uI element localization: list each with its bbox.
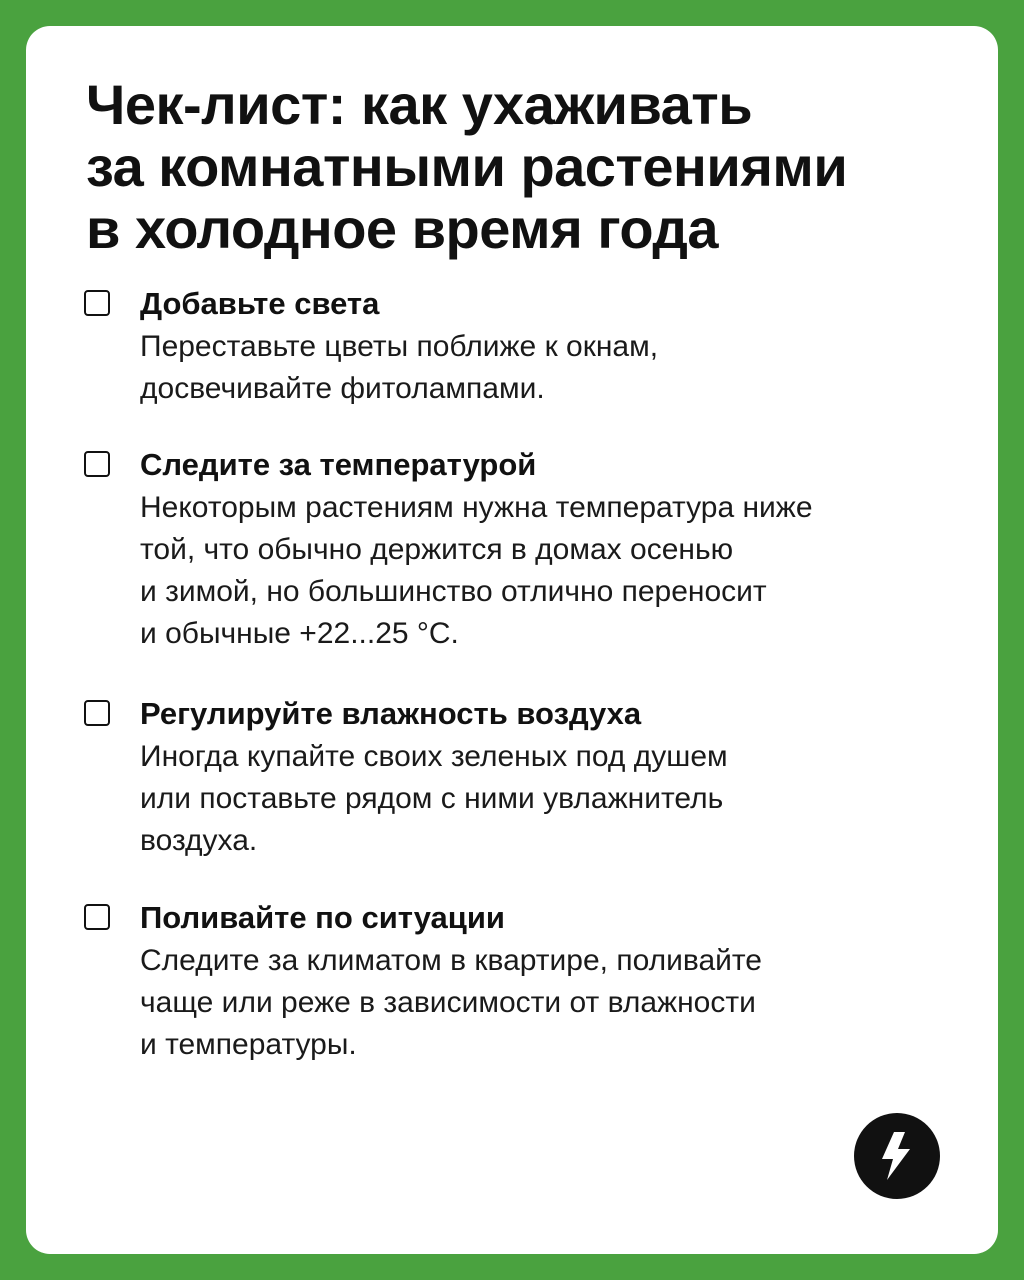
item-description	[140, 326, 658, 410]
checkbox[interactable]	[84, 904, 110, 930]
description-line: и температуры.	[140, 1028, 357, 1061]
description-line: или поставьте рядом с ними увлажнитель	[140, 782, 724, 815]
description-line: Некоторым растениям нужна температура ниже	[140, 491, 813, 524]
title-line: в холодное время года	[86, 197, 719, 260]
title-line: за комнатными растениями	[86, 135, 848, 198]
description-line: воздуха.	[140, 824, 258, 857]
description-line: Иногда купайте своих зеленых под душем	[140, 740, 728, 773]
description-line: той, что обычно держится в домах осенью	[140, 533, 734, 566]
title-line: Чек-лист: как ухаживать	[86, 73, 753, 136]
checkbox[interactable]	[84, 700, 110, 726]
item-heading: Добавьте света	[140, 286, 380, 321]
description-line: Следите за климатом в квартире, поливайте	[140, 944, 762, 977]
lightning-bolt-icon	[875, 1130, 919, 1182]
description-line: Переставьте цветы поближе к окнам,	[140, 330, 659, 363]
item-description	[140, 940, 762, 1066]
item-heading: Поливайте по ситуации	[140, 900, 505, 935]
item-description	[140, 487, 813, 655]
item-heading: Следите за температурой	[140, 447, 537, 482]
item-heading: Регулируйте влажность воздуха	[140, 696, 642, 731]
description-line: и зимой, но большинство отлично переносит	[140, 575, 767, 608]
checklist-card	[26, 26, 998, 1254]
checkbox[interactable]	[84, 290, 110, 316]
description-line: досвечивайте фитолампами.	[140, 372, 545, 405]
item-description	[140, 736, 728, 862]
description-line: и обычные +22...25 °C.	[140, 617, 459, 650]
brand-logo	[854, 1113, 940, 1199]
checkbox[interactable]	[84, 451, 110, 477]
description-line: чаще или реже в зависимости от влажности	[140, 986, 756, 1019]
page-title	[86, 74, 966, 260]
